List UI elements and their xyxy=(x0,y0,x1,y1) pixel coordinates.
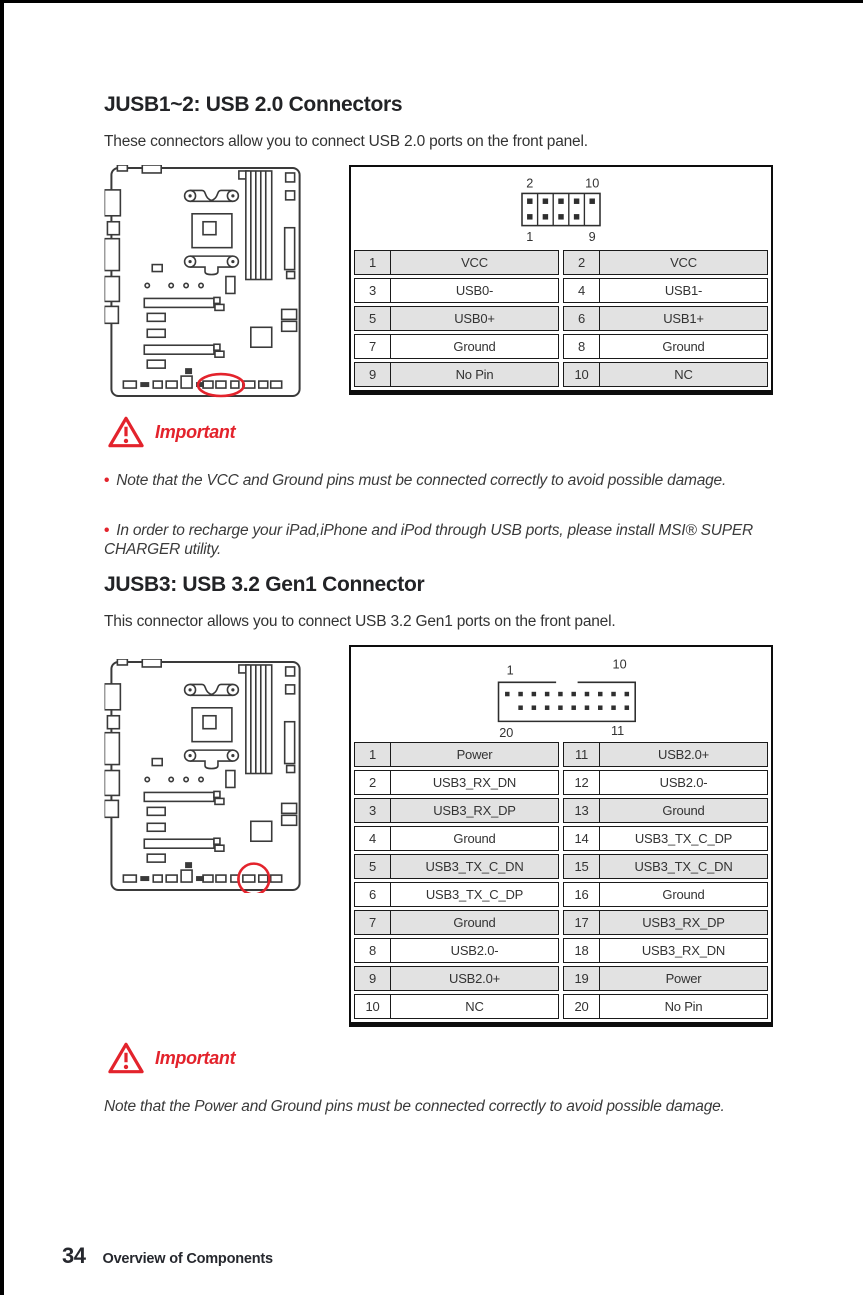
pin-row xyxy=(354,306,768,331)
important-label: Important xyxy=(155,1047,236,1068)
signal-cell: USB0- xyxy=(455,283,494,298)
signal-cell: Ground xyxy=(453,339,496,354)
pin-number-cell: 1 xyxy=(355,251,391,274)
signal-cell: VCC xyxy=(670,255,697,270)
signal-cell: USB0+ xyxy=(454,311,495,326)
pin-row xyxy=(354,994,768,1019)
important-callout-usb2 xyxy=(107,415,235,449)
signal-cell: No Pin xyxy=(455,367,494,382)
pin-number-cell: 16 xyxy=(564,883,600,906)
signal-cell: USB3_RX_DP xyxy=(642,915,725,930)
pin-number-cell: 6 xyxy=(564,307,600,330)
pin-row xyxy=(354,798,768,823)
pin-number-cell: 9 xyxy=(355,363,391,386)
warning-triangle-icon xyxy=(107,1041,145,1075)
pin-table-usb2 xyxy=(349,165,773,395)
footer-section-title: Overview of Components xyxy=(102,1251,273,1267)
pin-number-cell: 10 xyxy=(355,995,391,1018)
note-item: • Note that the VCC and Ground pins must be connected correctly to avoid possible damage. xyxy=(104,471,759,491)
signal-cell: Ground xyxy=(662,887,705,902)
pin-number-cell: 8 xyxy=(355,939,391,962)
pin-label-top-right: 10 xyxy=(585,176,600,191)
pin-number-cell: 3 xyxy=(355,279,391,302)
signal-cell: USB3_TX_C_DN xyxy=(425,859,524,874)
section-title-usb2: JUSB1~2: USB 2.0 Connectors xyxy=(104,93,403,116)
important-label: Important xyxy=(155,421,236,442)
pin-number-cell: 8 xyxy=(564,335,600,358)
signal-cell: USB1- xyxy=(664,283,703,298)
signal-cell: Ground xyxy=(453,831,496,846)
signal-cell: USB3_TX_C_DP xyxy=(425,887,524,902)
signal-cell: Ground xyxy=(662,339,705,354)
pin-label-bottom-right: 9 xyxy=(588,230,596,245)
signal-cell: USB3_TX_C_DP xyxy=(634,831,733,846)
pin-row xyxy=(354,854,768,879)
signal-cell: VCC xyxy=(461,255,488,270)
pin-number-cell: 6 xyxy=(355,883,391,906)
signal-cell: USB2.0+ xyxy=(449,971,500,986)
signal-cell: USB3_TX_C_DN xyxy=(634,859,733,874)
pin-number-cell: 17 xyxy=(564,911,600,934)
pin-label-bottom-left: 20 xyxy=(499,726,514,741)
pin-label-top-right: 10 xyxy=(612,657,627,672)
pin-row xyxy=(354,882,768,907)
footer-page-number: 34 xyxy=(62,1243,86,1268)
important-callout-usb3 xyxy=(107,1041,235,1075)
motherboard-diagram-usb2 xyxy=(104,165,311,399)
signal-cell: USB2.0- xyxy=(450,943,499,958)
note-item: • In order to recharge your iPad,iPhone and iPod through USB ports, please install MSI® SUPER CHARGER utility. xyxy=(104,521,759,561)
pin-row xyxy=(354,362,768,387)
pin-label-bottom-right: 11 xyxy=(611,724,625,739)
pin-number-cell: 1 xyxy=(355,743,391,766)
pin-table-rows-usb3 xyxy=(354,742,768,1019)
pin-number-cell: 10 xyxy=(564,363,600,386)
page-footer xyxy=(62,1243,273,1269)
pin-number-cell: 2 xyxy=(355,771,391,794)
pin-number-cell: 2 xyxy=(564,251,600,274)
pin-number-cell: 7 xyxy=(355,335,391,358)
signal-cell: NC xyxy=(674,367,693,382)
pin-row xyxy=(354,278,768,303)
pin-row xyxy=(354,742,768,767)
pin-number-cell: 19 xyxy=(564,967,600,990)
pin-row xyxy=(354,334,768,359)
signal-cell: USB2.0- xyxy=(659,775,708,790)
pin-number-cell: 15 xyxy=(564,855,600,878)
pin-number-cell: 7 xyxy=(355,911,391,934)
pin-number-cell: 3 xyxy=(355,799,391,822)
signal-cell: Power xyxy=(665,971,702,986)
pin-row xyxy=(354,938,768,963)
signal-cell: Ground xyxy=(453,915,496,930)
pin-header-diagram-usb2 xyxy=(354,170,768,250)
signal-cell: USB3_RX_DN xyxy=(641,943,726,958)
pin-number-cell: 18 xyxy=(564,939,600,962)
pin-table-rows-usb2 xyxy=(354,250,768,387)
motherboard-diagram-usb3 xyxy=(104,659,311,893)
pin-label-bottom-left: 1 xyxy=(526,230,534,245)
signal-cell: NC xyxy=(465,999,484,1014)
pin-row xyxy=(354,966,768,991)
pin-row xyxy=(354,910,768,935)
pin-table-usb3 xyxy=(349,645,773,1027)
pin-row xyxy=(354,250,768,275)
pin-number-cell: 5 xyxy=(355,855,391,878)
pin-number-cell: 12 xyxy=(564,771,600,794)
section-description-usb2: These connectors allow you to connect USB 2.0 ports on the front panel. xyxy=(104,133,588,150)
pin-number-cell: 13 xyxy=(564,799,600,822)
pin-row xyxy=(354,770,768,795)
pin-number-cell: 20 xyxy=(564,995,600,1018)
signal-cell: USB1+ xyxy=(663,311,704,326)
signal-cell: USB3_RX_DN xyxy=(432,775,517,790)
pin-label-top-left: 1 xyxy=(506,663,514,678)
section-title-usb3: JUSB3: USB 3.2 Gen1 Connector xyxy=(104,573,425,596)
pin-header-diagram-usb3 xyxy=(354,650,768,742)
pin-number-cell: 9 xyxy=(355,967,391,990)
signal-cell: USB2.0+ xyxy=(658,747,709,762)
section-description-usb3: This connector allows you to connect USB 3.2 Gen1 ports on the front panel. xyxy=(104,613,616,630)
pin-number-cell: 14 xyxy=(564,827,600,850)
pin-row xyxy=(354,826,768,851)
pin-number-cell: 11 xyxy=(564,743,600,766)
warning-triangle-icon xyxy=(107,415,145,449)
pin-number-cell: 4 xyxy=(355,827,391,850)
signal-cell: No Pin xyxy=(664,999,703,1014)
signal-cell: Power xyxy=(456,747,493,762)
pin-number-cell: 5 xyxy=(355,307,391,330)
pin-number-cell: 4 xyxy=(564,279,600,302)
signal-cell: Ground xyxy=(662,803,705,818)
signal-cell: USB3_RX_DP xyxy=(433,803,516,818)
pin-label-top-left: 2 xyxy=(526,176,534,191)
note-item: Note that the Power and Ground pins must be connected correctly to avoid possible damage. xyxy=(104,1097,725,1115)
